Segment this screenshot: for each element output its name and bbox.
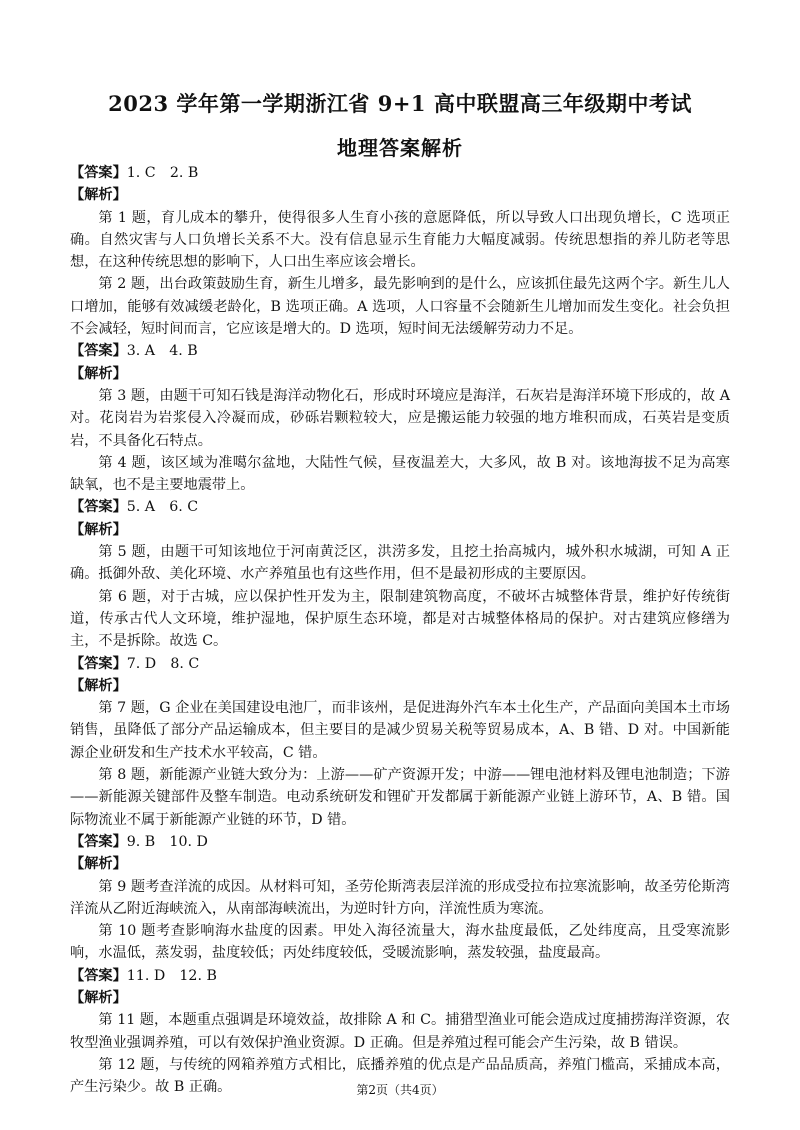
answer-line <box>70 965 730 987</box>
answer-value: 5. A 6. C <box>126 499 199 516</box>
answer-line <box>70 653 730 675</box>
answer-value: 7. D 8. C <box>126 655 200 672</box>
analysis-tag: 【解析】 <box>70 365 127 382</box>
explanation-paragraph: 第 6 题，对于古城，应以保护性开发为主，限制建筑物高度，不破坏古城整体背景，维护好传统街道，传承古代人文环境，维护湿地，保护原生态环境，都是对古城整体格局的保护。对古建筑应修缮为主，不是拆除。故选 C。 <box>70 588 730 650</box>
answer-value: 1. C 2. B <box>126 165 199 181</box>
analysis-tag: 【解析】 <box>70 856 127 873</box>
explanation-paragraph: 第 7 题，G 企业在美国建设电池厂，而非该州，是促进海外汽车本土化生产，产品面向美国本土市场销售，虽降低了部分产品运输成本，但主要目的是减少贸易关税等贸易成本，A、B 错、D 对。中国新能源企业研发和生产技术水平较高，C 错。 <box>70 700 730 761</box>
answer-tag: 【答案】 <box>70 499 127 516</box>
analysis-tag: 【解析】 <box>70 677 127 694</box>
answer-content <box>70 162 730 1098</box>
page-number: 第2页（共4页） <box>356 1083 444 1097</box>
answer-line <box>70 831 730 853</box>
explanation-paragraph: 第 3 题，由题干可知石钱是海洋动物化石，形成时环境应是海洋，石灰岩是海洋环境下形成的，故 A 对。花岗岩为岩浆侵入冷凝而成，砂砾岩颗粒较大，应是搬运能力较强的地方堆积而成，石英岩是变质岩，不具备化石特点。 <box>70 387 730 449</box>
explanation-paragraph: 第 8 题，新能源产业链大致分为：上游——矿产资源开发；中游——锂电池材料及锂电池制造；下游——新能源关键部件及整车制造。电动系统研发和锂矿开发都属于新能源产业链上游环节，A、B 错。国际物流业不属于新能源产业链的环节，D 错。 <box>70 767 730 828</box>
answer-value: 9. B 10. D <box>126 833 208 850</box>
answer-tag: 【答案】 <box>70 967 127 984</box>
analysis-tag: 【解析】 <box>70 989 127 1006</box>
answer-line <box>70 162 730 184</box>
answer-line <box>70 496 730 518</box>
answer-tag: 【答案】 <box>70 343 127 360</box>
document-subtitle: 地理答案解析 <box>337 136 463 160</box>
explanation-paragraph: 第 12 题，与传统的网箱养殖方式相比，底播养殖的优点是产品品质高，养殖门槛高，采捕成本高，产生污染少。故 B 正确。 <box>70 1056 730 1096</box>
answer-tag: 【答案】 <box>70 165 127 181</box>
answer-value: 11. D 12. B <box>126 967 217 984</box>
explanation-paragraph: 第 10 题考查影响海水盐度的因素。甲处入海径流量大，海水盐度最低，乙处纬度高，且受寒流影响，水温低，蒸发弱，盐度较低；丙处纬度较低，受暖流影响，蒸发较强，盐度最高。 <box>70 923 730 962</box>
analysis-tag: 【解析】 <box>70 187 127 204</box>
exam-title: 2023 学年第一学期浙江省 9+1 高中联盟高三年级期中考试 <box>108 91 692 116</box>
explanation-paragraph: 第 1 题，育儿成本的攀升，使得很多人生育小孩的意愿降低，所以导致人口出现负增长，C 选项正确。自然灾害与人口负增长关系不大。没有信息显示生育能力大幅度减弱。传统思想指的养儿防老等思想，在这种传统思想的影响下，人口出生率应该会增长。 <box>70 209 730 271</box>
explanation-paragraph: 第 5 题，由题干可知该地位于河南黄泛区，洪涝多发，且挖土抬高城内，城外积水城湖，可知 A 正确。抵御外敌、美化环境、水产养殖虽也有这些作用，但不是最初形成的主要原因。 <box>70 544 730 583</box>
answer-tag: 【答案】 <box>70 655 127 672</box>
answer-tag: 【答案】 <box>70 833 127 850</box>
answer-value: 3. A 4. B <box>126 343 198 360</box>
explanation-paragraph: 第 4 题，该区域为准噶尔盆地，大陆性气候，昼夜温差大，大多风，故 B 对。该地海拔不足为高寒缺氧，也不是主要地震带上。 <box>70 454 730 494</box>
answer-line <box>70 340 730 362</box>
explanation-paragraph: 第 11 题，本题重点强调是环境效益，故排除 A 和 C。捕猎型渔业可能会造成过度捕捞海洋资源，农牧型渔业强调养殖，可以有效保护渔业资源。D 正确。但是养殖过程可能会产生污染，故 B 错误。 <box>70 1012 730 1051</box>
analysis-tag: 【解析】 <box>70 521 127 538</box>
explanation-paragraph: 第 9 题考查洋流的成因。从材料可知，圣劳伦斯湾表层洋流的形成受拉布拉寒流影响，故圣劳伦斯湾洋流从乙附近海峡流入，从南部海峡流出，为逆时针方向，洋流性质为寒流。 <box>70 878 730 917</box>
explanation-paragraph: 第 2 题，出台政策鼓励生育，新生儿增多，最先影响到的是什么，应该抓住最先这两个字。新生儿人口增加，能够有效减缓老龄化，B 选项正确。A 选项，人口容量不会随新生儿增加而发生变化。社会负担不会减轻，短时间而言，它应该是增大的。D 选项，短时间无法缓解劳动力不足。 <box>70 276 730 338</box>
